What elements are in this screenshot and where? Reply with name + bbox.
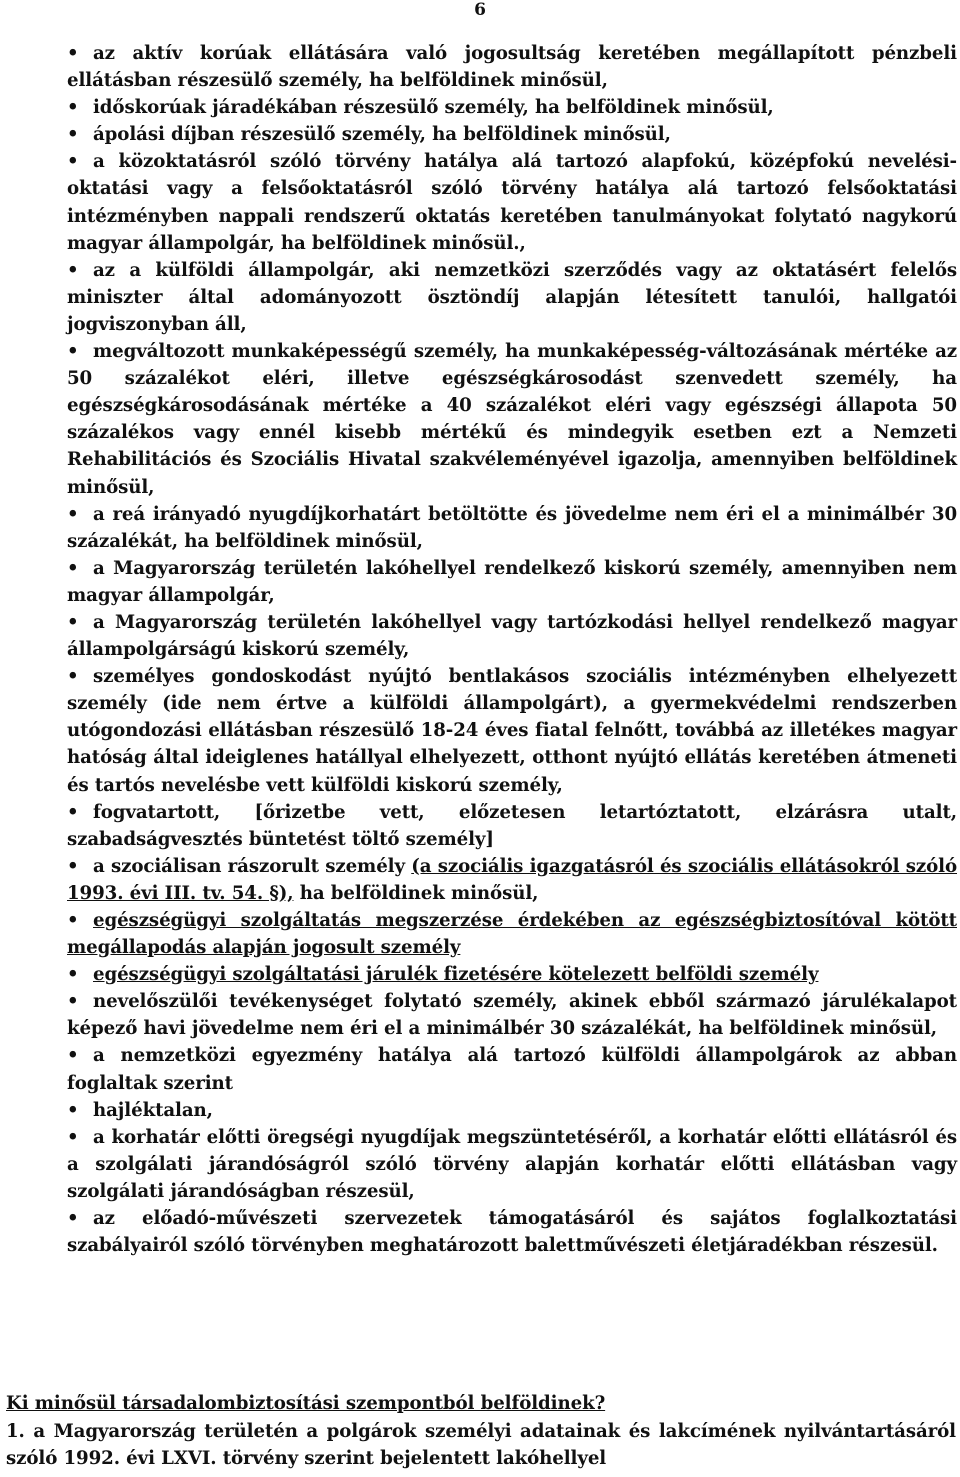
legal-reference: (a szociális igazgatásról és szociális ellátásokról szóló 1993. évi III. tv. 54. §), xyxy=(67,855,957,904)
bullet-item xyxy=(67,148,957,256)
bullet-text: a Magyarország területén lakóhellyel vagy tartózkodási hellyel rendelkező magyar állampolgárságú kiskorú személy, xyxy=(67,611,957,661)
bullet-text-tail: ha belföldinek minősül, xyxy=(293,882,539,904)
bullet-marker: • xyxy=(67,1099,79,1121)
bullet-list xyxy=(67,40,957,1259)
item-number: 1. xyxy=(6,1421,25,1442)
bullet-text: nevelőszülői tevékenységet folytató személy, akinek ebből származó járulékalapot képező havi jövedelme nem éri el a minimálbér 30 százalékát, ha belföldinek minősül, xyxy=(67,991,957,1040)
bullet-marker: • xyxy=(67,801,79,823)
bullet-item xyxy=(67,663,957,798)
bullet-text: a korhatár előtti öregségi nyugdíjak megszüntetéséről, a korhatár előtti ellátásról és a szolgálati járandóságról szóló törvény alapján korhatár előtti ellátásban vagy szolgálati járandóságban részesül, xyxy=(67,1126,957,1202)
bullet-marker: • xyxy=(67,1045,79,1067)
bullet-text: a Magyarország területén lakóhellyel rendelkező kiskorú személy, amennyiben nem magyar állampolgár, xyxy=(67,557,957,606)
bullet-marker: • xyxy=(67,97,79,119)
bullet-marker: • xyxy=(67,1126,79,1148)
bullet-item xyxy=(67,907,957,961)
bullet-item xyxy=(67,257,957,338)
bullet-item xyxy=(67,1124,957,1205)
underlined-bullet-text: egészségügyi szolgáltatás megszerzése érdekében az egészségbiztosítóval kötött megállapodás alapján jogosult személy xyxy=(67,910,957,959)
bullet-marker: • xyxy=(67,43,79,64)
bullet-text: hajléktalan, xyxy=(93,1099,213,1121)
bullet-text: a közoktatásról szóló törvény hatálya alá tartozó alapfokú, középfokú nevelési-oktatási vagy a felsőoktatásról szóló törvény hatálya alá tartozó felsőoktatási intézményben nappali rendszerű oktatás keretében tanulmányokat folytató nagykorú magyar állampolgár, ha belföldinek minősül., xyxy=(67,151,957,254)
numbered-item xyxy=(6,1418,956,1472)
bullet-marker: • xyxy=(67,151,79,173)
numbered-list xyxy=(6,1418,956,1472)
bullet-text: az előadó-művészeti szervezetek támogatásáról és sajátos foglalkoztatási szabályairól szóló törvényben meghatározott balettművészeti életjáradékban részesül. xyxy=(67,1208,957,1257)
bullet-marker: • xyxy=(67,964,79,986)
bullet-marker: • xyxy=(67,503,79,525)
bullet-text: a reá irányadó nyugdíjkorhatárt betöltötte és jövedelme nem éri el a minimálbér 30 százalékát, ha belföldinek minősül, xyxy=(67,503,957,552)
bullet-item xyxy=(67,961,957,988)
bullet-item xyxy=(67,40,957,94)
bullet-marker: • xyxy=(67,855,79,877)
bullet-marker: • xyxy=(67,1208,79,1230)
bullet-item xyxy=(67,1205,957,1259)
bullet-marker: • xyxy=(67,124,79,146)
bullet-item xyxy=(67,338,957,501)
bullet-text: megváltozott munkaképességű személy, ha munkaképesség-változásának mértéke az 50 százalékot eléri, illetve egészségkárosodást szenvedett személy, ha egészségkárosodásának mértéke a 40 százalékot eléri vagy egészségi állapota 50 százalékos vagy ennél kisebb mértékű és mindegyik esetben ezt a Nemzeti Rehabilitációs és Szociális Hivatal szakvéleményével igazolja, amennyiben belföldinek minősül, xyxy=(67,341,957,498)
bullet-marker: • xyxy=(67,259,79,281)
section-heading: Ki minősül társadalombiztosítási szempontból belföldinek? xyxy=(6,1393,606,1414)
bullet-item xyxy=(67,1042,957,1096)
bullet-marker: • xyxy=(67,557,79,579)
bullet-marker: • xyxy=(67,611,79,633)
bullet-marker: • xyxy=(67,666,79,688)
bullet-marker: • xyxy=(67,910,79,931)
bullet-text: ápolási díjban részesülő személy, ha belföldinek minősül, xyxy=(93,124,671,146)
bullet-text: az aktív korúak ellátására való jogosultság keretében megállapított pénzbeli ellátásban részesülő személy, ha belföldinek minősül, xyxy=(67,43,957,92)
bullet-text: a szociálisan rászorult személy xyxy=(93,855,412,877)
bullet-item xyxy=(67,501,957,555)
bullet-text: az a külföldi állampolgár, aki nemzetközi szerződés vagy az oktatásért felelős miniszter által adományozott ösztöndíj alapján létesített tanulói, hallgatói jogviszonyban áll, xyxy=(67,259,957,335)
bullet-item xyxy=(67,609,957,663)
bullet-text: személyes gondoskodást nyújtó bentlakásos szociális intézményben elhelyezett személy (ide nem értve a külföldi állampolgárt), a gyermekvédelmi rendszerben utógondozási ellátásban részesülő 18-24 éves fiatal felnőtt, továbbá az illetékes magyar hatóság által ideiglenes hatállyal elhelyezett, otthont nyújtó ellátás keretében átmeneti és tartós nevelésbe vett külföldi kiskorú személy, xyxy=(67,666,957,796)
bullet-text: időskorúak járadékában részesülő személy, ha belföldinek minősül, xyxy=(93,97,774,119)
bullet-marker: • xyxy=(67,341,79,363)
underlined-bullet-text: egészségügyi szolgáltatási járulék fizetésére kötelezett belföldi személy xyxy=(93,964,819,986)
bullet-item xyxy=(67,94,957,121)
bullet-marker: • xyxy=(67,991,79,1013)
bullet-item xyxy=(67,555,957,609)
bullet-text: a nemzetközi egyezmény hatálya alá tartozó külföldi állampolgárok az abban foglaltak szerint xyxy=(67,1045,957,1094)
page-number: 6 xyxy=(474,0,486,20)
bullet-item xyxy=(67,853,957,907)
bullet-text: fogvatartott, [őrizetbe vett, előzetesen letartóztatott, elzárásra utalt, szabadságvesztés büntetést töltő személy] xyxy=(67,801,957,850)
bullet-item xyxy=(67,988,957,1042)
item-text: a Magyarország területén a polgárok személyi adatainak és lakcímének nyilvántartásáról szóló 1992. évi LXVI. törvény szerint bejelentett lakóhellyel xyxy=(6,1421,956,1470)
bullet-item xyxy=(67,121,957,148)
bullet-item xyxy=(67,1097,957,1124)
bullet-item xyxy=(67,799,957,853)
